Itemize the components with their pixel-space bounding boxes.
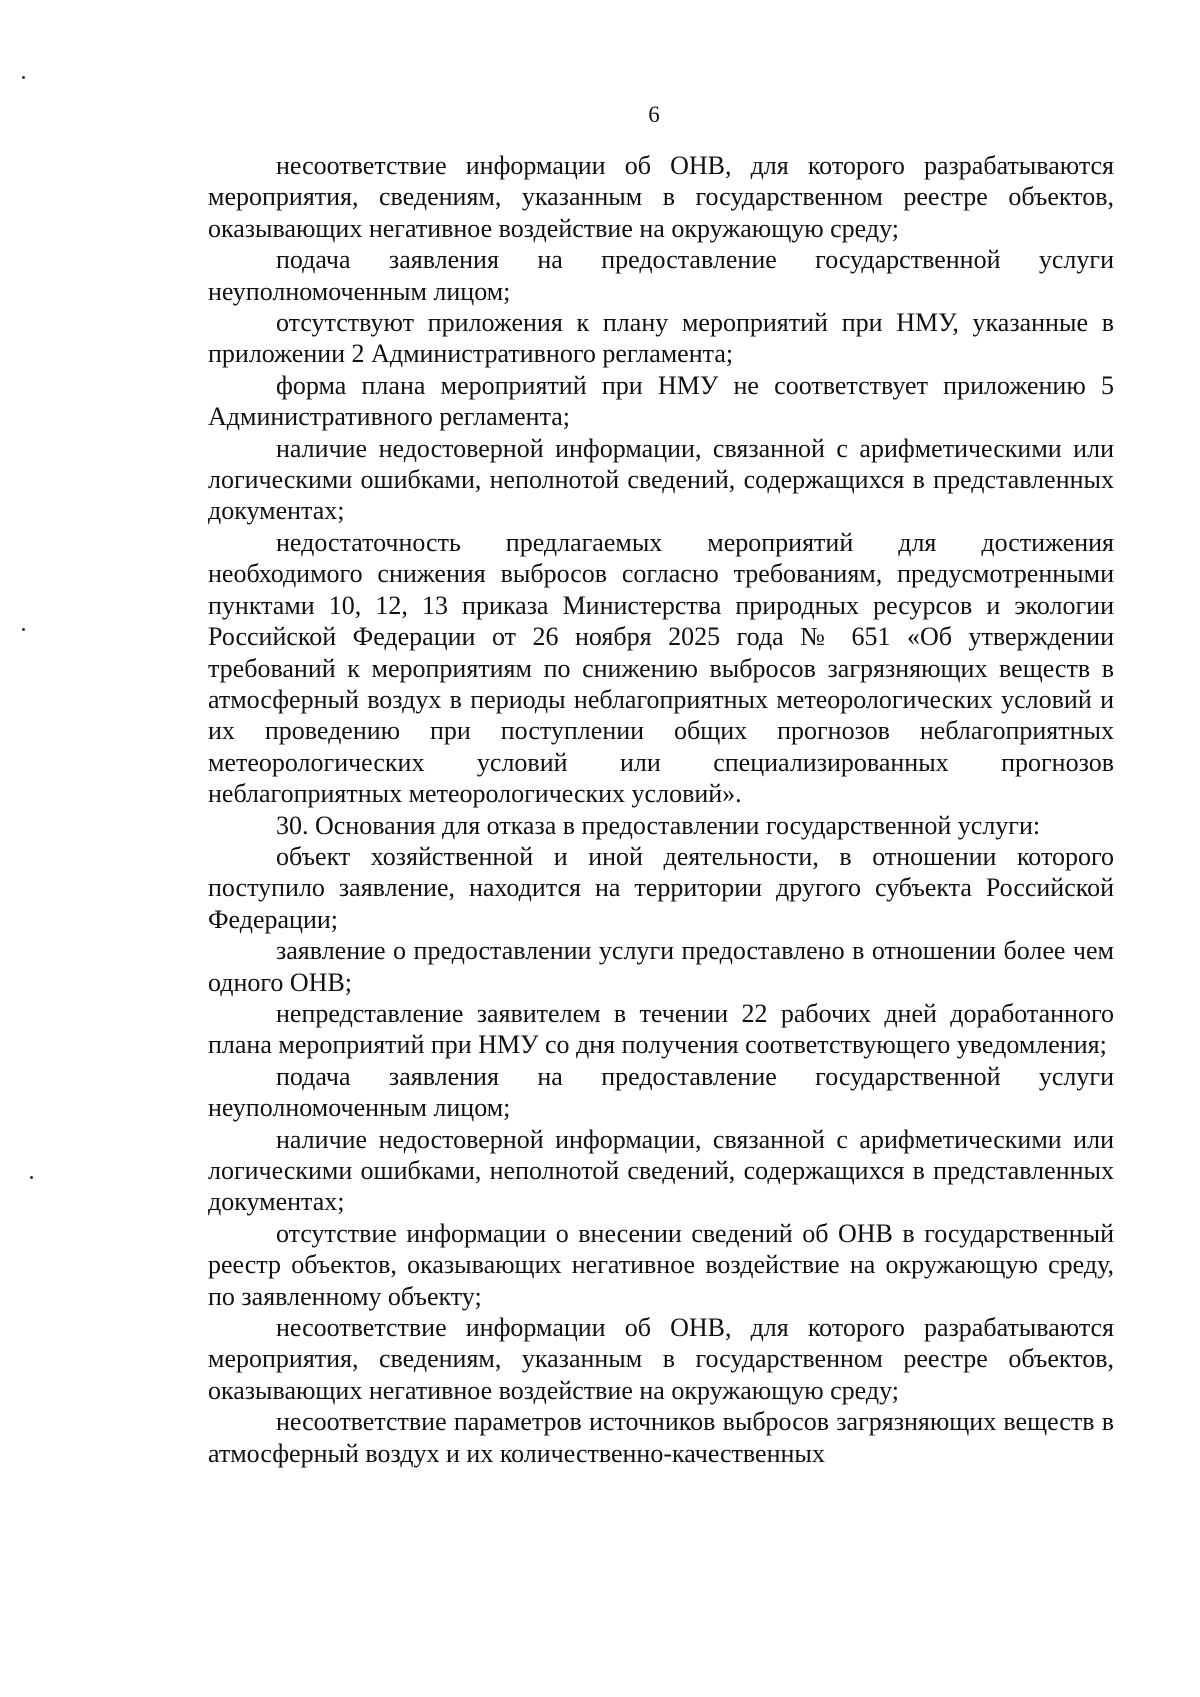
paragraph: отсутствуют приложения к плану мероприятий при НМУ, указанные в приложении 2 Административного регламента; [208, 308, 1114, 369]
paragraph: несоответствие информации об ОНВ, для которого разрабатываются мероприятия, сведениям, указанным в государственном реестре объектов, оказывающих негативное воздействие на окружающую среду; [208, 1313, 1114, 1405]
paragraph: недостаточность предлагаемых мероприятий для достижения необходимого снижения выбросов согласно требованиям, предусмотренными пунктами 10, 12, 13 приказа Министерства природных ресурсов и экологии Российской Федерации от 26 ноября 2025 года № 651 «Об утверждении требований к мероприятиям по снижению выбросов загрязняющих веществ в атмосферный воздух в периоды неблагоприятных метеорологических условий и их проведению при поступлении общих прогнозов неблагоприятных метеорологических условий или специализированных прогнозов неблагоприятных метеорологических условий». [208, 527, 1114, 809]
paragraph: непредставление заявителем в течении 22 рабочих дней доработанного плана мероприятий при НМУ со дня получения соответствующего уведомления; [208, 998, 1114, 1060]
paragraph: наличие недостоверной информации, связанной с арифметическими или логическими ошибками, неполнотой сведений, содержащихся в представленных документах; [208, 433, 1114, 526]
paragraph: заявление о предоставлении услуги предоставлено в отношении более чем одного ОНВ; [208, 936, 1114, 997]
paragraph: несоответствие информации об ОНВ, для которого разрабатываются мероприятия, сведениям, указанным в государственном реестре объектов, оказывающих негативное воздействие на окружающую среду; [208, 151, 1114, 243]
paragraph: подача заявления на предоставление государственной услуги неуполномоченным лицом; [208, 245, 1114, 306]
scan-speck [30, 1176, 33, 1179]
scan-speck [22, 76, 25, 79]
paragraph: подача заявления на предоставление государственной услуги неуполномоченным лицом; [208, 1061, 1114, 1123]
section-heading-paragraph: 30. Основания для отказа в предоставлении государственной услуги: [276, 810, 1041, 840]
paragraph: наличие недостоверной информации, связанной с арифметическими или логическими ошибками, неполнотой сведений, содержащихся в представленных документах; [208, 1124, 1114, 1217]
paragraph: отсутствие информации о внесении сведений об ОНВ в государственный реестр объектов, оказывающих негативное воздействие на окружающую среду, по заявленному объекту; [208, 1218, 1114, 1311]
scan-speck [22, 628, 25, 631]
paragraph: несоответствие параметров источников выбросов загрязняющих веществ в атмосферный воздух и их количественно-качественных [208, 1407, 1114, 1468]
paragraph: форма плана мероприятий при НМУ не соответствует приложению 5 Административного регламента; [208, 370, 1114, 432]
document-body [208, 150, 1114, 1469]
page-number: 6 [648, 102, 660, 127]
paragraph: объект хозяйственной и иной деятельности, в отношении которого поступило заявление, находится на территории другого субъекта Российской Федерации; [208, 841, 1114, 934]
